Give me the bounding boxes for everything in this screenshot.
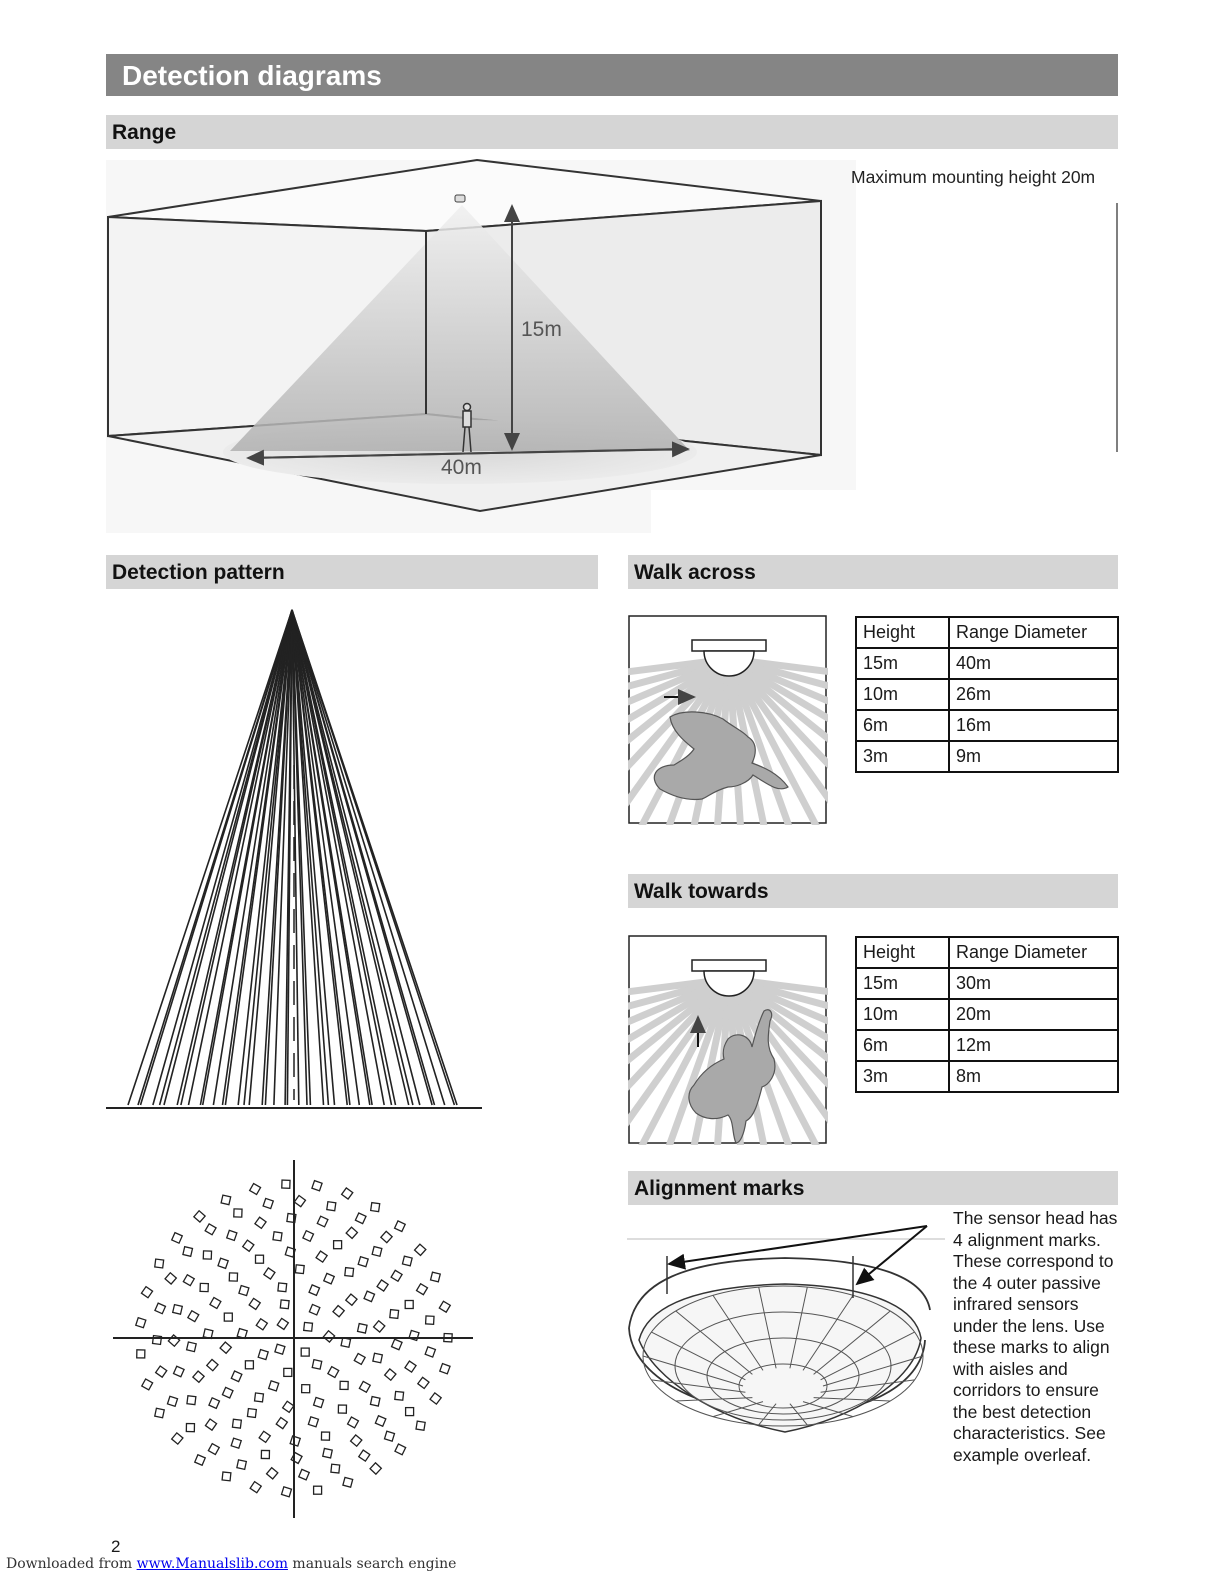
detection-zone-marker xyxy=(168,1335,179,1346)
width-label: 40m xyxy=(441,456,482,479)
detection-zone-marker xyxy=(249,1298,260,1309)
detection-zone-marker xyxy=(402,1256,412,1266)
detection-zone-marker xyxy=(193,1371,204,1382)
table-row xyxy=(856,741,1118,772)
page-number: 2 xyxy=(111,1537,121,1556)
table-row xyxy=(856,1030,1118,1061)
cell-height: 6m xyxy=(856,1030,949,1061)
detection-zone-line xyxy=(292,610,384,1105)
detection-zone-marker xyxy=(245,1361,253,1369)
detection-zone-marker xyxy=(377,1280,388,1291)
detection-zone-line xyxy=(292,610,445,1105)
detection-zone-line xyxy=(292,610,359,1105)
detection-zone-marker xyxy=(278,1283,287,1292)
detection-zone-line xyxy=(164,610,292,1105)
detection-zone-marker xyxy=(267,1468,278,1479)
detection-zone-marker xyxy=(229,1273,237,1281)
section-header-walk-towards: Walk towards xyxy=(628,874,1118,908)
header-range: Range Diameter xyxy=(949,617,1118,648)
detection-zone-marker xyxy=(317,1216,328,1227)
footer-suffix: manuals search engine xyxy=(287,1556,457,1572)
detection-zone-marker xyxy=(205,1419,216,1430)
detection-zone-marker xyxy=(340,1381,348,1389)
cell-range: 12m xyxy=(949,1030,1118,1061)
detection-zone-marker xyxy=(183,1275,194,1286)
detection-zone-marker xyxy=(255,1217,266,1228)
detection-zone-marker xyxy=(333,1306,344,1317)
walk-towards-illustration xyxy=(628,935,828,1145)
detection-zone-marker xyxy=(312,1181,322,1191)
alignment-description: The sensor head has 4 alignment marks. These correspond to the 4 outer passive infrared sensors under the lens. Use these marks to align with aisles and corridors to ensure the best detection characteristics. See example overleaf. xyxy=(953,1208,1118,1465)
detection-zone-marker xyxy=(374,1321,385,1332)
detection-zone-marker xyxy=(237,1460,246,1469)
page-title: Detection diagrams xyxy=(106,54,1118,96)
detection-zone-marker xyxy=(381,1231,392,1242)
walk-across-table xyxy=(855,616,1119,773)
detection-zone-marker xyxy=(342,1188,353,1199)
detection-zone-marker xyxy=(137,1350,145,1358)
detection-zone-marker xyxy=(430,1393,441,1404)
header-range: Range Diameter xyxy=(949,937,1118,968)
cell-range: 8m xyxy=(949,1061,1118,1092)
height-label: 15m xyxy=(521,318,562,341)
detection-zone-marker xyxy=(269,1381,279,1391)
detection-zone-marker xyxy=(327,1202,336,1211)
detection-zone-marker xyxy=(173,1305,183,1315)
table-row xyxy=(856,710,1118,741)
detection-zone-marker xyxy=(247,1409,256,1418)
detection-zone-marker xyxy=(280,1300,289,1309)
detection-zone-marker xyxy=(283,1401,294,1412)
detection-zone-marker xyxy=(218,1258,228,1268)
detection-zone-marker xyxy=(385,1431,395,1441)
detection-zone-marker xyxy=(405,1301,413,1309)
detection-zone-marker xyxy=(418,1377,429,1388)
section-header-walk-across: Walk across xyxy=(628,555,1118,589)
detection-zone-marker xyxy=(416,1421,425,1430)
detection-zone-marker xyxy=(328,1367,339,1378)
detection-zone-marker xyxy=(341,1338,350,1347)
cell-height: 15m xyxy=(856,648,949,679)
detection-zone-marker xyxy=(153,1336,162,1345)
detection-zone-marker xyxy=(334,1241,342,1249)
detection-zone-marker xyxy=(294,1196,305,1207)
detection-zone-marker xyxy=(372,1247,382,1257)
detection-zone-marker xyxy=(358,1324,367,1333)
cell-height: 6m xyxy=(856,710,949,741)
detection-zone-line xyxy=(292,610,457,1105)
detection-zone-marker xyxy=(302,1385,310,1393)
detection-zone-marker xyxy=(239,1286,249,1296)
detection-zone-marker xyxy=(346,1294,357,1305)
detection-zone-marker xyxy=(359,1381,370,1392)
detection-zone-marker xyxy=(358,1257,368,1267)
detection-zone-marker xyxy=(250,1482,261,1493)
detection-zone-marker xyxy=(203,1251,211,1259)
detection-zone-marker xyxy=(309,1304,319,1314)
detection-zone-marker xyxy=(142,1379,153,1390)
detection-zone-marker xyxy=(256,1319,267,1330)
detection-zone-marker xyxy=(290,1436,300,1446)
detection-zone-marker xyxy=(301,1348,309,1356)
detection-zone-marker xyxy=(440,1364,450,1374)
header-height: Height xyxy=(856,937,949,968)
detection-zone-marker xyxy=(258,1350,268,1360)
table-header-row xyxy=(856,937,1118,968)
detection-zone-marker xyxy=(395,1221,406,1232)
detection-zone-marker xyxy=(370,1463,381,1474)
table-row xyxy=(856,679,1118,710)
detection-zone-marker xyxy=(392,1339,402,1349)
detection-zone-marker xyxy=(439,1301,450,1312)
detection-zone-marker xyxy=(304,1322,313,1331)
table-row xyxy=(856,999,1118,1030)
detection-zone-marker xyxy=(156,1366,167,1377)
sensor-lens xyxy=(639,1284,921,1432)
detection-zone-line xyxy=(292,610,420,1105)
detection-zone-marker xyxy=(155,1259,164,1268)
detection-zone-marker xyxy=(222,1472,231,1481)
detection-zone-marker xyxy=(273,1232,282,1241)
detection-plan-diagram xyxy=(100,1150,490,1520)
sensor-icon xyxy=(692,960,766,971)
detection-zone-marker xyxy=(323,1448,332,1457)
walk-across-illustration xyxy=(628,615,828,825)
detection-zone-marker xyxy=(209,1398,220,1409)
detection-zone-marker xyxy=(165,1273,176,1284)
detection-zone-marker xyxy=(276,1418,287,1429)
detection-zone-marker xyxy=(221,1195,231,1205)
header-height: Height xyxy=(856,617,949,648)
cell-range: 20m xyxy=(949,999,1118,1030)
cell-height: 15m xyxy=(856,968,949,999)
detection-zone-marker xyxy=(207,1359,218,1370)
detection-zone-marker xyxy=(415,1244,426,1255)
detection-zone-marker xyxy=(263,1198,273,1208)
cell-range: 26m xyxy=(949,679,1118,710)
detection-zone-marker xyxy=(417,1284,428,1295)
detection-zone-marker xyxy=(299,1469,309,1479)
detection-zone-marker xyxy=(314,1486,322,1494)
detection-zone-marker xyxy=(390,1310,399,1319)
cell-range: 9m xyxy=(949,741,1118,772)
detection-zone-marker xyxy=(282,1180,290,1188)
detection-zone-marker xyxy=(264,1268,275,1279)
detection-zone-marker xyxy=(295,1265,304,1274)
cell-range: 30m xyxy=(949,968,1118,999)
section-header-range: Range xyxy=(106,115,1118,149)
detection-zone-marker xyxy=(208,1444,219,1455)
detection-zone-marker xyxy=(371,1203,380,1212)
detection-zone-marker xyxy=(309,1285,319,1295)
detection-zone-marker xyxy=(426,1316,434,1324)
detection-zone-marker xyxy=(172,1433,183,1444)
detection-zone-marker xyxy=(259,1431,270,1442)
detection-zone-marker xyxy=(210,1298,221,1309)
detection-zone-marker xyxy=(284,1368,292,1376)
detection-zone-marker xyxy=(395,1391,404,1400)
detection-zone-marker xyxy=(348,1417,359,1428)
detection-zone-marker xyxy=(321,1432,329,1440)
detection-zone-marker xyxy=(237,1329,247,1339)
detection-zone-marker xyxy=(231,1371,242,1382)
section-header-alignment-marks: Alignment marks xyxy=(628,1171,1118,1205)
detection-zone-marker xyxy=(275,1344,285,1354)
detection-zone-marker xyxy=(220,1342,231,1353)
detection-zone-marker xyxy=(345,1268,354,1277)
detection-zone-marker xyxy=(256,1255,264,1263)
detection-zone-marker xyxy=(234,1209,242,1217)
detection-zone-marker xyxy=(395,1444,406,1455)
detection-zone-marker xyxy=(373,1353,382,1362)
sensor-icon xyxy=(692,640,766,651)
detection-fan-diagram xyxy=(100,600,500,1110)
table-row xyxy=(856,1061,1118,1092)
cell-range: 16m xyxy=(949,710,1118,741)
footer-link[interactable]: www.Manualslib.com xyxy=(136,1556,288,1572)
detection-zone-marker xyxy=(385,1369,396,1380)
detection-zone-marker xyxy=(250,1184,261,1195)
detection-zone-marker xyxy=(231,1438,241,1448)
detection-zone-marker xyxy=(364,1291,374,1301)
detection-zone-line xyxy=(181,610,292,1105)
cell-height: 3m xyxy=(856,741,949,772)
detection-zone-marker xyxy=(277,1318,288,1329)
detection-zone-marker xyxy=(155,1408,164,1417)
detection-zone-marker xyxy=(323,1331,334,1342)
detection-zone-marker xyxy=(194,1211,205,1222)
detection-zone-marker xyxy=(359,1450,370,1461)
section-header-detection-pattern: Detection pattern xyxy=(106,555,598,589)
cell-height: 10m xyxy=(856,999,949,1030)
detection-zone-marker xyxy=(303,1231,314,1242)
detection-zone-marker xyxy=(186,1424,194,1432)
detection-zone-marker xyxy=(243,1240,254,1251)
detection-zone-marker xyxy=(155,1303,166,1314)
cell-height: 10m xyxy=(856,679,949,710)
cell-height: 3m xyxy=(856,1061,949,1092)
detection-zone-marker xyxy=(431,1272,441,1282)
detection-zone-marker xyxy=(255,1393,264,1402)
detection-zone-marker xyxy=(172,1233,183,1244)
detection-zone-marker xyxy=(227,1230,237,1240)
max-height-note: Maximum mounting height 20m xyxy=(851,167,1096,187)
detection-zone-marker xyxy=(314,1397,324,1407)
detection-zone-marker xyxy=(282,1487,292,1497)
walk-towards-table xyxy=(855,936,1119,1093)
detection-zone-marker xyxy=(338,1405,346,1413)
table-header-row xyxy=(856,617,1118,648)
sensor-head-illustration xyxy=(625,1210,955,1470)
detection-zone-marker xyxy=(136,1318,146,1328)
detection-zone-marker xyxy=(406,1408,414,1416)
detection-zone-marker xyxy=(351,1435,362,1446)
detection-zone-marker xyxy=(291,1453,302,1464)
detection-zone-marker xyxy=(312,1360,321,1369)
detection-zone-marker xyxy=(370,1397,379,1406)
detection-zone-marker xyxy=(316,1251,327,1262)
range-diagram xyxy=(0,0,1225,540)
detection-zone-marker xyxy=(195,1455,205,1465)
detection-zone-marker xyxy=(183,1247,193,1257)
sensor-icon xyxy=(455,195,465,202)
detection-zone-marker xyxy=(355,1213,366,1224)
detection-zone-marker xyxy=(324,1273,334,1283)
detection-zone-marker xyxy=(187,1342,197,1352)
detection-zone-marker xyxy=(375,1416,385,1426)
cell-range: 40m xyxy=(949,648,1118,679)
detection-zone-marker xyxy=(346,1227,357,1238)
detection-zone-marker xyxy=(308,1417,318,1427)
footer-prefix: Downloaded from xyxy=(6,1556,137,1572)
detection-zone-marker xyxy=(425,1347,435,1357)
detection-zone-marker xyxy=(187,1396,196,1405)
detection-zone-marker xyxy=(405,1361,416,1372)
detection-zone-marker xyxy=(354,1353,365,1364)
detection-zone-marker xyxy=(331,1464,340,1473)
table-row xyxy=(856,968,1118,999)
detection-zone-marker xyxy=(188,1311,199,1322)
detection-zone-marker xyxy=(222,1387,233,1398)
detection-zone-marker xyxy=(205,1224,216,1235)
detection-zone-marker xyxy=(141,1287,152,1298)
footer xyxy=(6,1556,456,1572)
detection-zone-marker xyxy=(200,1283,208,1291)
table-row xyxy=(856,648,1118,679)
detection-zone-marker xyxy=(391,1270,402,1281)
detection-zone-marker xyxy=(167,1396,177,1406)
detection-zone-marker xyxy=(174,1366,185,1377)
detection-zone-marker xyxy=(261,1450,269,1458)
detection-zone-marker xyxy=(224,1313,232,1321)
detection-zone-marker xyxy=(343,1477,353,1487)
detection-zone-marker xyxy=(232,1419,241,1428)
